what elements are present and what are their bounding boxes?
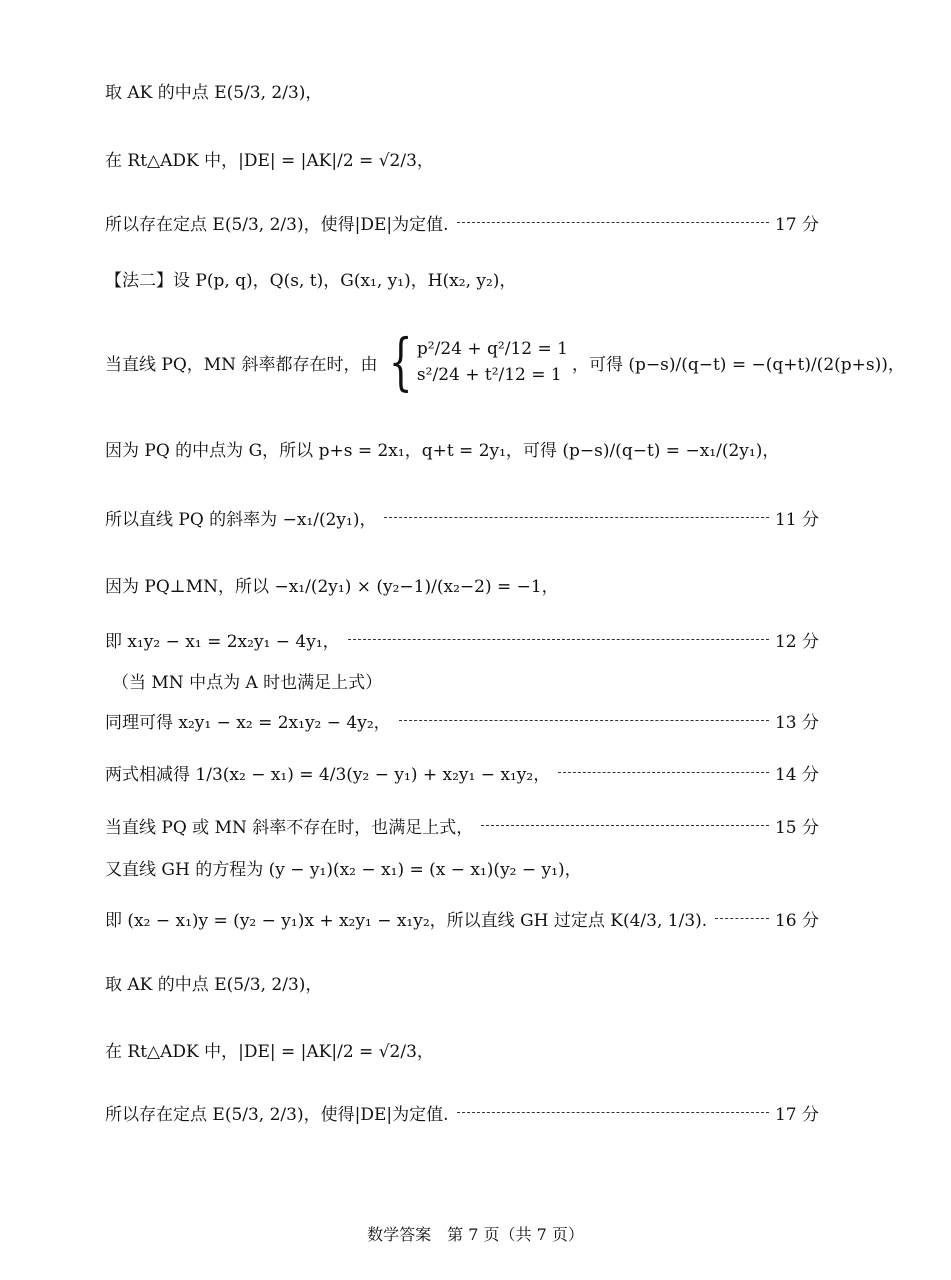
system-eq-2: s²/24 + t²/12 = 1 [416,365,562,385]
line-2 [105,146,819,171]
line-text: 在 Rt△ADK 中，|DE| = |AK|/2 = √2/3， [105,151,434,171]
score-label: 14 分 [774,765,819,785]
line-text: 所以直线 PQ 的斜率为 −x₁/(2y₁)， [105,510,377,530]
line-text: 所以存在定点 E(5/3, 2/3)，使得|DE|为定值. [105,1105,449,1125]
system-eq-1: p²/24 + q²/12 = 1 [416,339,568,359]
line-text: 因为 PQ⊥MN，所以 −x₁/(2y₁) × (y₂−1)/(x₂−2) = −1， [105,577,559,597]
leader-dots [481,825,769,826]
leader-dots [715,918,769,919]
score-label: 15 分 [774,818,819,838]
line-10 [112,668,826,693]
line-11 [105,708,819,733]
line-text: 所以存在定点 E(5/3, 2/3)，使得|DE|为定值. [105,215,449,235]
line-text: 因为 PQ 的中点为 G，所以 p+s = 2x₁，q+t = 2y₁，可得 (p−s)/(q−t) = −x₁/(2y₁)， [105,441,780,461]
line-14 [105,855,819,880]
line-text: 即 (x₂ − x₁)y = (y₂ − y₁)x + x₂y₁ − x₁y₂，所以直线 GH 过定点 K(4/3, 1/3). [105,911,708,931]
line-text: 又直线 GH 的方程为 (y − y₁)(x₂ − x₁) = (x − x₁)(y₂ − y₁)， [105,860,582,880]
score-label: 12 分 [774,632,819,652]
line-1 [105,78,819,103]
line-text: 两式相减得 1/3(x₂ − x₁) = 4/3(y₂ − y₁) + x₂y₁ − x₁y₂， [105,765,551,785]
line-text: 同理可得 x₂y₁ − x₂ = 2x₁y₂ − 4y₂， [105,713,391,733]
line-3 [105,210,819,235]
equation-system [381,325,568,398]
line-13 [105,813,819,838]
line-text: 取 AK 的中点 E(5/3, 2/3)， [105,83,323,103]
score-label: 13 分 [774,713,819,733]
line-text: （当 MN 中点为 A 时也满足上式） [112,673,383,693]
method-two-intro [105,266,819,291]
line-17 [105,1037,819,1062]
line-text: 取 AK 的中点 E(5/3, 2/3)， [105,975,323,995]
line-7 [105,505,819,530]
leader-dots [399,720,769,721]
line-15 [105,906,819,931]
line-text: 当直线 PQ，MN 斜率都存在时，由 [105,354,378,375]
line-text: 在 Rt△ADK 中，|DE| = |AK|/2 = √2/3， [105,1042,434,1062]
line-tail: ，可得 (p−s)/(q−t) = −(q+t)/(2(p+s))， [571,354,905,375]
line-text: 即 x₁y₂ − x₁ = 2x₂y₁ − 4y₁， [105,632,340,652]
score-label: 11 分 [774,510,819,530]
line-text: 当直线 PQ 或 MN 斜率不存在时，也满足上式， [105,818,474,838]
line-12 [105,760,819,785]
leader-dots [457,1112,769,1113]
leader-dots [558,772,769,773]
score-label: 16 分 [774,911,819,931]
leader-dots [348,639,769,640]
leader-dots [457,222,769,223]
leader-dots [384,517,768,518]
score-label: 17 分 [774,215,819,235]
line-8 [105,572,819,597]
line-16 [105,970,819,995]
line-18 [105,1100,819,1125]
line-6 [105,436,819,461]
line-9 [105,627,819,652]
line-text: 【法二】设 P(p, q)，Q(s, t)，G(x₁, y₁)，H(x₂, y₂)， [105,271,517,291]
left-brace: { [389,325,414,398]
score-label: 17 分 [774,1105,819,1125]
page-footer: 数学答案 第 7 页（共 7 页） [367,1225,584,1244]
line-system [105,322,905,402]
